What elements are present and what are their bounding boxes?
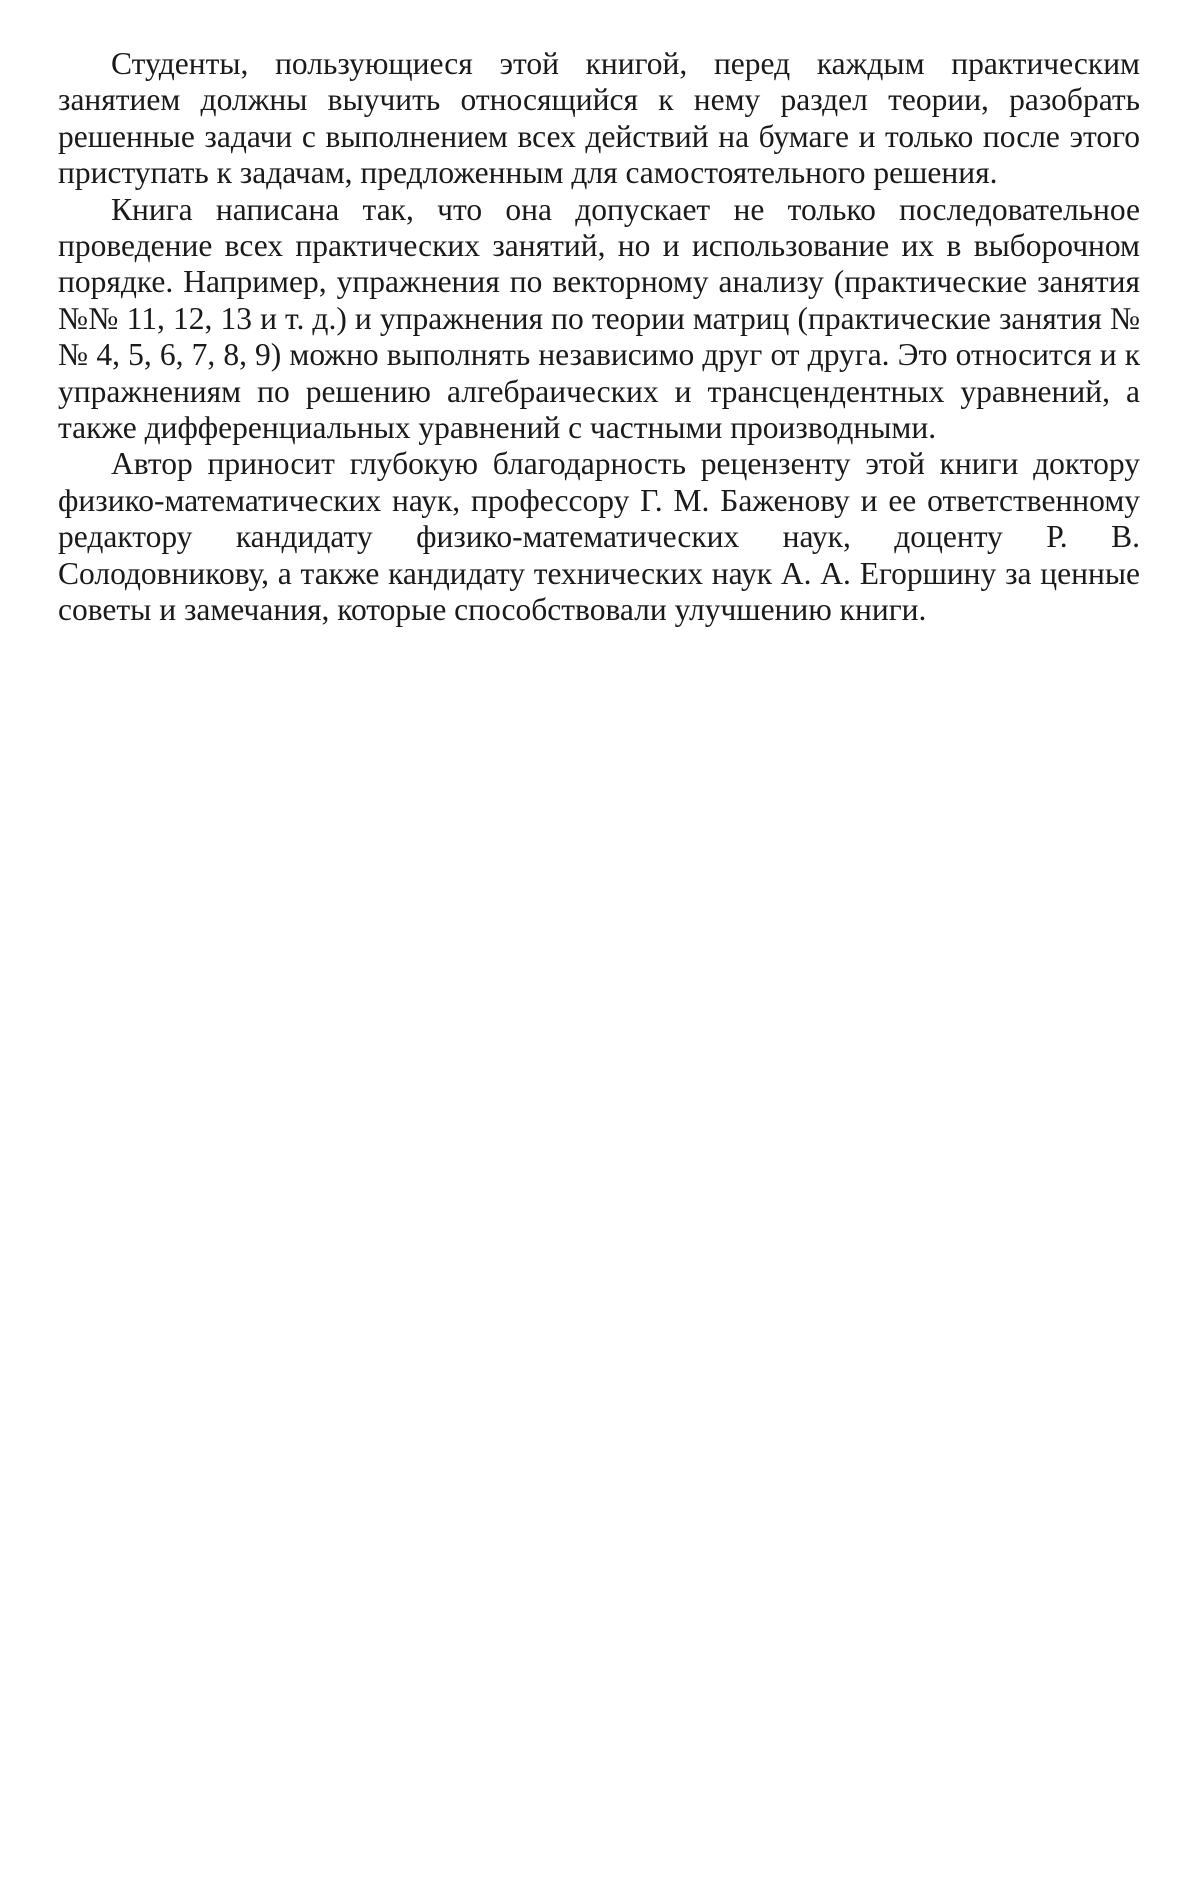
paragraph-book-structure: Книга написана так, что она допускает не только последовательное проведение всех практических занятий, но и использование их в выборочном порядке. Например, упражнения по векторному анализу (практические занятия №№ 11, 12, 13 и т. д.) и упражнения по теории матриц (практические занятия №№ 4, 5, 6, 7, 8, 9) можно выполнять независимо друг от друга. Это относится и к упражнениям по решению алгебраических и трансцендентных уравнений, а также дифференциальных уравнений с частными производными. [58, 191, 1140, 446]
text-body [58, 46, 1140, 629]
paragraph-acknowledgements: Автор приносит глубокую благодарность рецензенту этой книги доктору физико-математических наук, профессору Г. М. Баженову и ее ответственному редактору кандидату физико-математических наук, доценту Р. В. Солодовникову, а также кандидату технических наук А. А. Егоршину за ценные советы и замечания, которые способствовали улучшению книги. [58, 446, 1140, 628]
paragraph-study-instructions: Студенты, пользующиеся этой книгой, перед каждым практическим занятием должны выучить относящийся к нему раздел теории, разобрать решенные задачи с выполнением всех действий на бумаге и только после этого приступать к задачам, предложенным для самостоятельного решения. [58, 46, 1140, 191]
